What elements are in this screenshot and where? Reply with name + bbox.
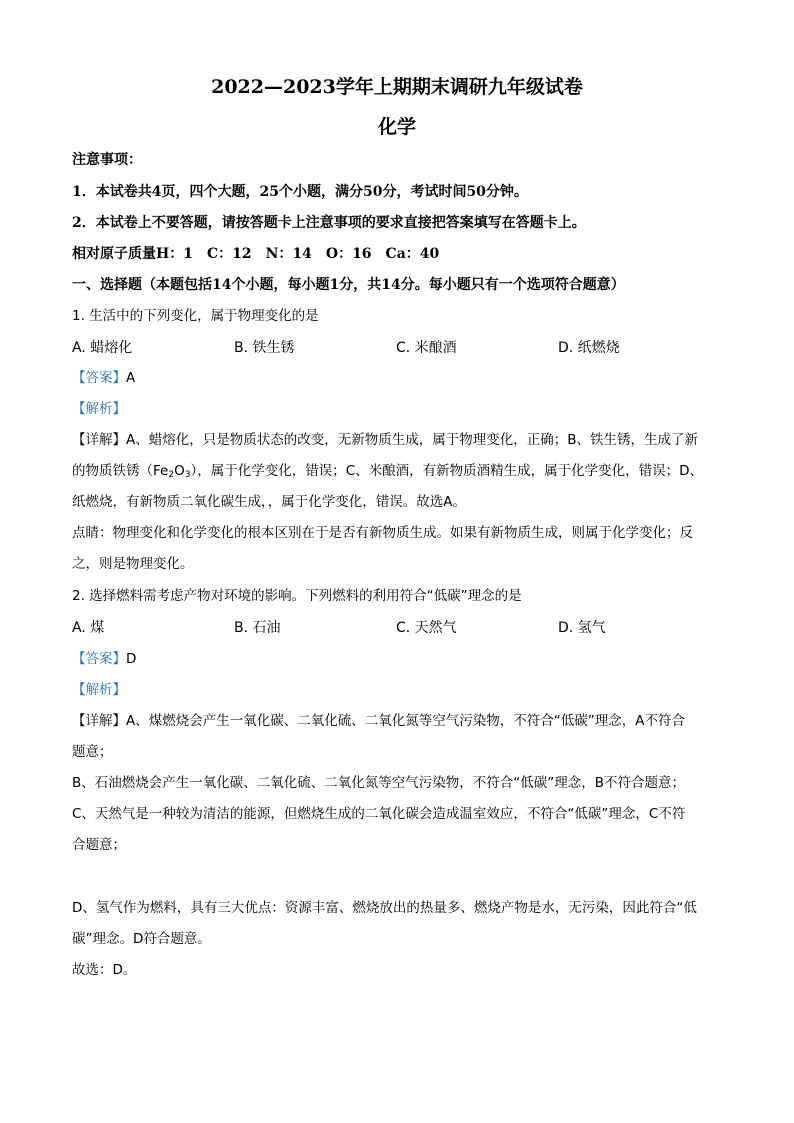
q1-option-a: A. 蜡熔化 [72,340,133,356]
atomic-mass: 相对原子质量H：1 C：12 N：14 O：16 Ca：40 [72,246,440,262]
q2-detail-line-3: B、石油燃烧会产生一氧化碳、二氧化硫、二氧化氮等空气污染物，不符合“低碳”理念，B不符合题意； [72,775,686,791]
q1-detail-line-2 [72,461,703,485]
q1-detail-line-1 [72,430,698,450]
notes-heading: 注意事项： [72,152,142,168]
q2-answer [72,649,136,669]
detail-label: 【详解】 [72,432,126,448]
detail-text: ），属于化学变化，错误；C、米酿酒，有新物质酒精生成，属于化学变化，错误；D、 [190,463,704,479]
detail-text: O [174,463,185,479]
subscript: 3 [184,470,191,480]
q2-option-d: D. 氢气 [558,620,606,636]
q2-detail-line-6: D、氢气作为燃料，具有三大优点：资源丰富、燃烧放出的热量多、燃烧产物是水，无污染，因此符合“低 [72,900,697,916]
q1-option-d: D. 纸燃烧 [558,340,620,356]
note-item-2: 2．本试卷上不要答题，请按答题卡上注意事项的要求直接把答案填写在答题卡上。 [72,215,586,231]
q1-option-b: B. 铁生锈 [234,340,295,356]
detail-text: A、蜡熔化，只是物质状态的改变，无新物质生成，属于物理变化，正确；B、铁生锈，生成了新 [126,432,698,448]
q1-detail-line-3: 纸燃烧，有新物质二氧化碳生成，，属于化学变化，错误。故选A。 [72,494,466,510]
q2-detail-line-1 [72,711,685,731]
q2-detail-line-7: 碳”理念。D符合题意。 [72,931,211,947]
subject-title: 化学 [377,116,416,138]
answer-label: 【答案】 [72,651,126,667]
q2-conclusion: 故选：D。 [72,962,137,978]
q1-option-c: C. 米酿酒 [396,340,457,356]
detail-text: 的物质铁锈（Fe [72,463,169,479]
question-1-stem: 1. 生活中的下列变化，属于物理变化的是 [72,308,319,324]
q1-analysis-label: 【解析】 [72,401,126,417]
q1-answer [72,368,135,388]
answer-label: 【答案】 [72,370,126,386]
q2-option-a: A. 煤 [72,620,105,636]
q1-point-line-1: 点睛：物理变化和化学变化的根本区别在于是否有新物质生成。如果有新物质生成，则属于化学变化；反 [72,525,693,541]
q2-analysis-label: 【解析】 [72,682,126,698]
q1-point-line-2: 之，则是物理变化。 [72,556,194,572]
q2-option-b: B. 石油 [234,620,281,636]
q2-detail-line-4: C、天然气是一种较为清洁的能源，但燃烧生成的二氧化碳会造成温室效应，不符合“低碳”理念，C不符 [72,806,686,822]
subscript: 2 [168,470,175,480]
answer-value: A [126,370,136,386]
section-heading: 一、选择题（本题包括14个小题，每小题1分，共14分。每小题只有一个选项符合题意） [72,277,625,293]
detail-text: A、煤燃烧会产生一氧化碳、二氧化硫、二氧化氮等空气污染物，不符合“低碳”理念，A不符合 [126,713,685,729]
answer-value: D [126,651,137,667]
detail-label: 【详解】 [72,713,126,729]
q2-option-c: C. 天然气 [396,620,457,636]
question-2-stem: 2. 选择燃料需考虑产物对环境的影响。下列燃料的利用符合“低碳”理念的是 [72,588,522,604]
note-item-1: 1．本试卷共4页，四个大题，25个小题，满分50分，考试时间50分钟。 [72,184,528,200]
q2-detail-line-5: 合题意； [72,837,126,853]
q2-detail-line-2: 题意； [72,744,113,760]
page-title: 2022—2023学年上期期末调研九年级试卷 [211,76,583,98]
